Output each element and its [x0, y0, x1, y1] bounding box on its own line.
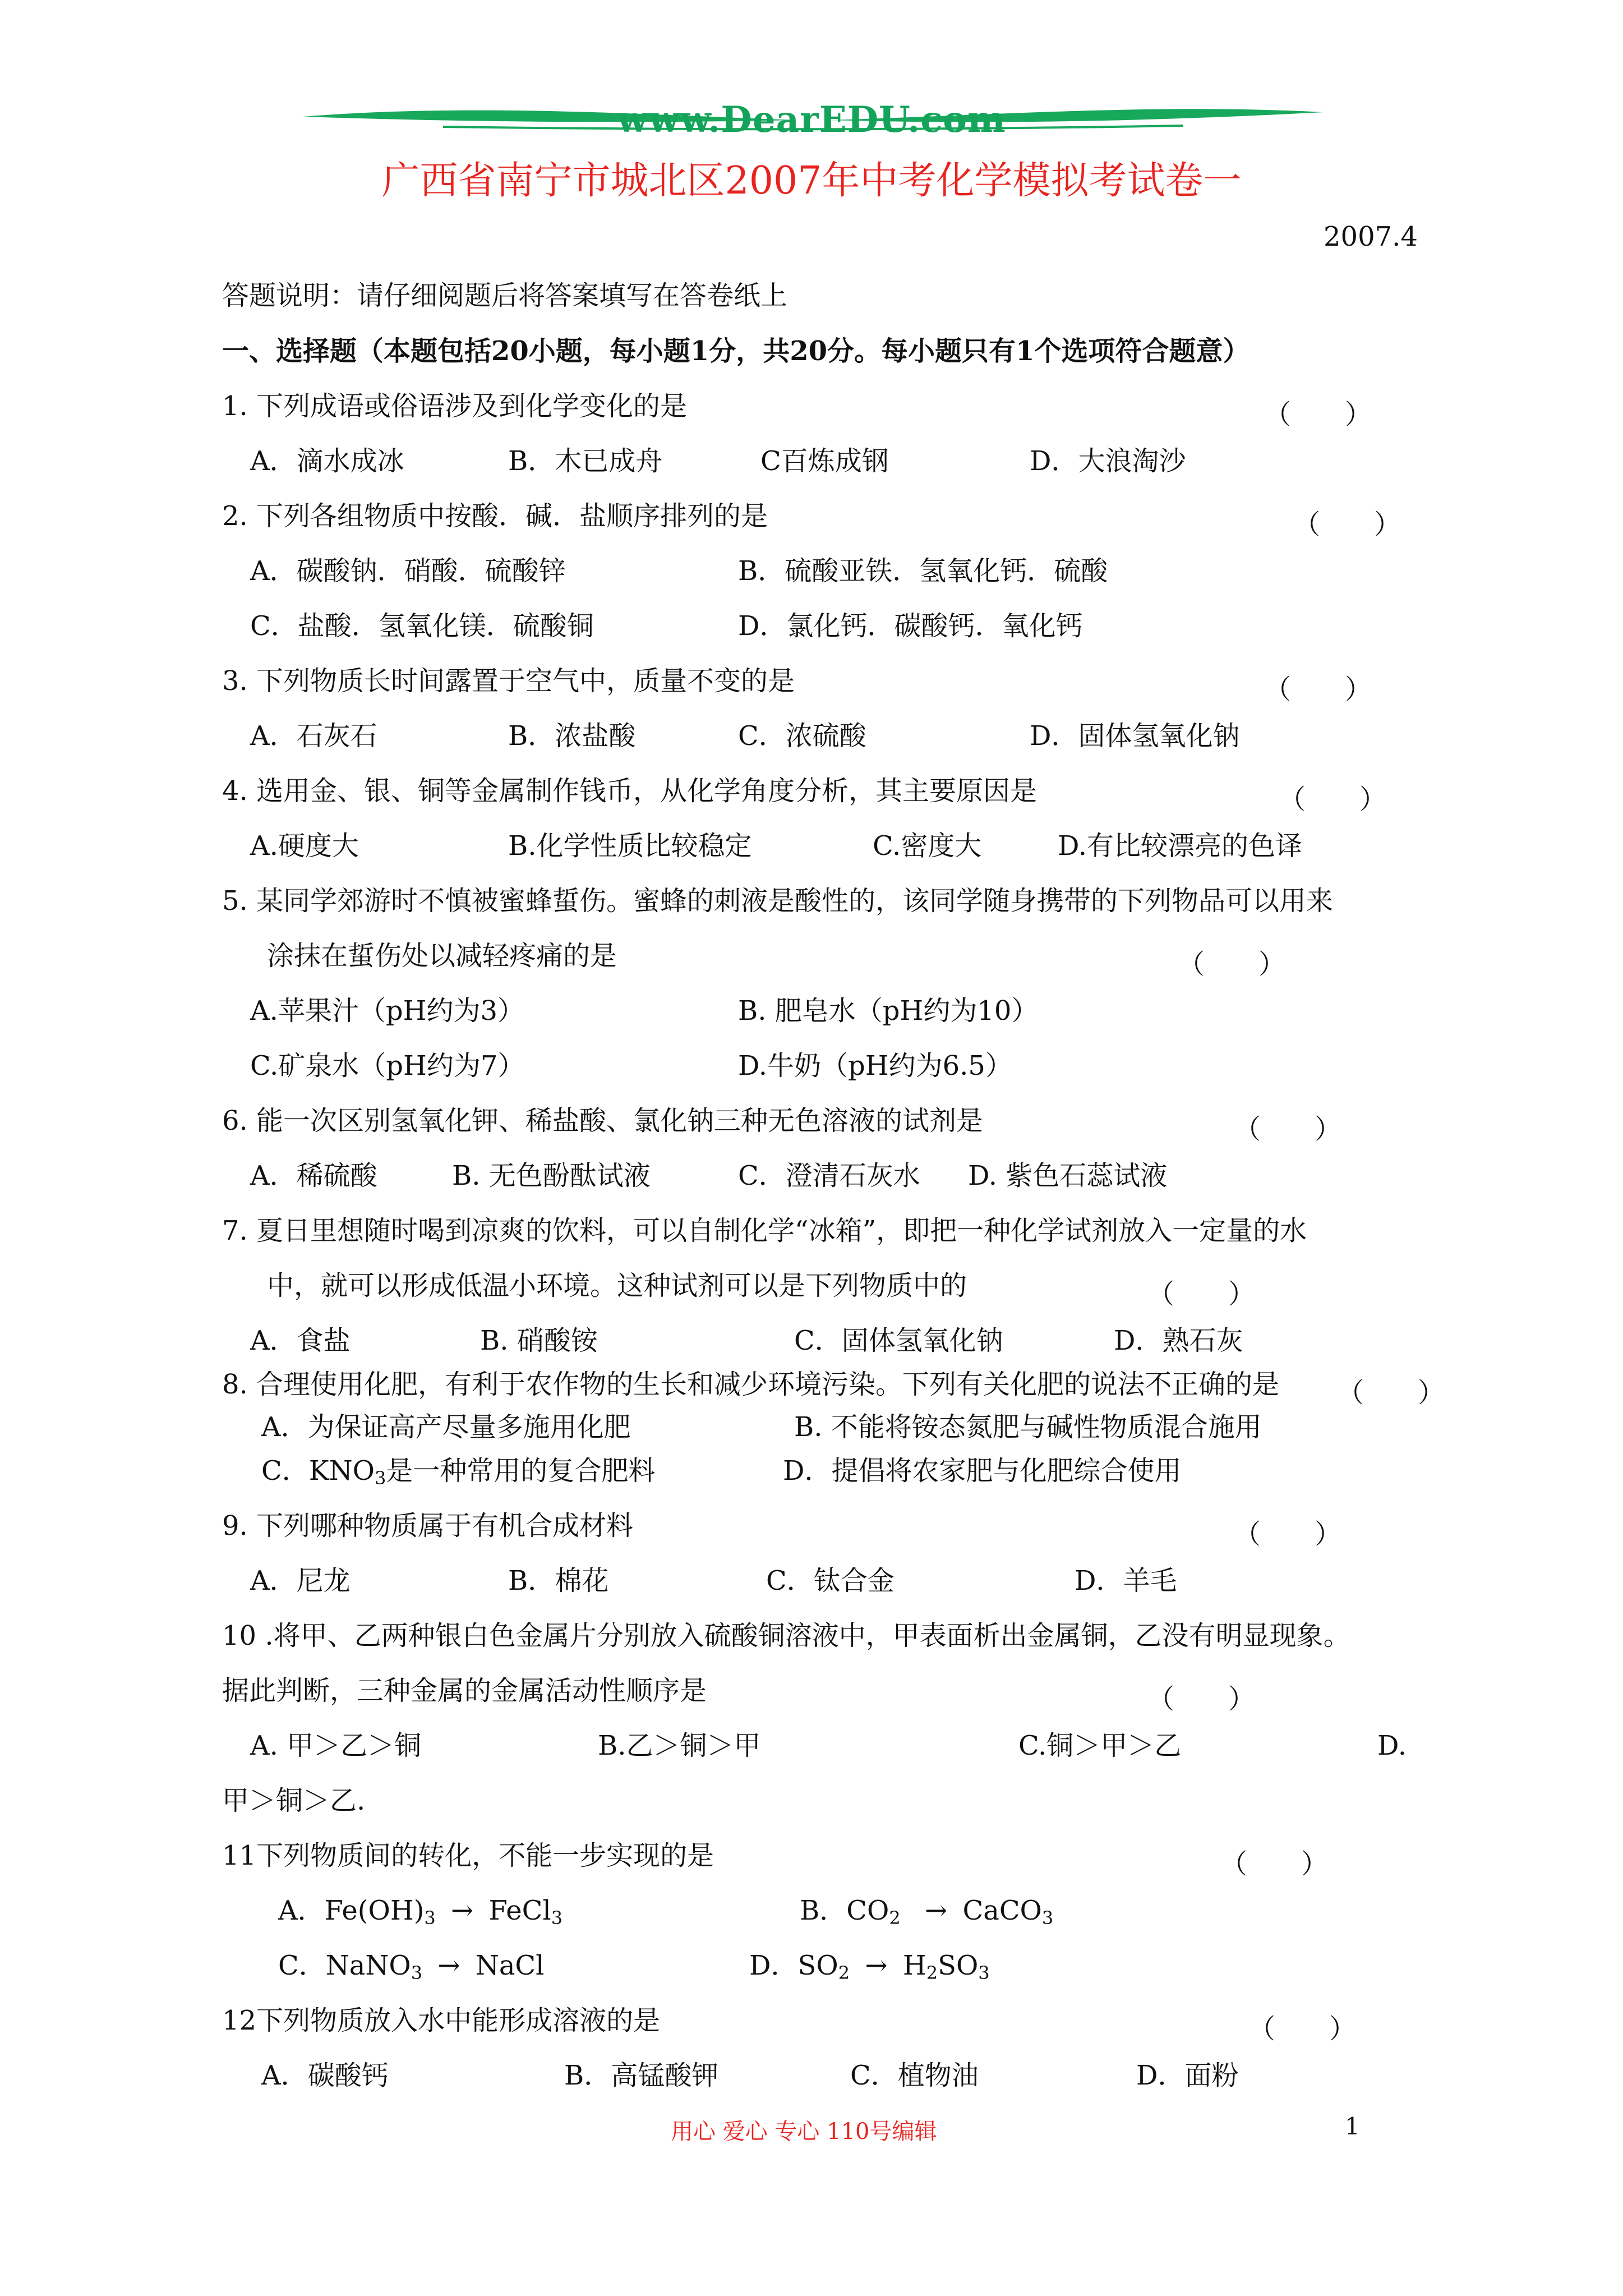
q6-option-a: A．稀硫酸	[250, 1160, 377, 1191]
q10-option-d-text: 甲＞铜＞乙.	[222, 1785, 366, 1816]
q6-option-c: C．澄清石灰水	[738, 1160, 920, 1191]
q11-a-reactant-sub: 3	[424, 1907, 436, 1929]
q11-d-product-so: SO	[938, 1950, 979, 1981]
q9-option-c: C．钛合金	[766, 1565, 895, 1596]
q7-option-b: B. 硝酸铵	[480, 1325, 598, 1356]
q11-c-label: C．	[278, 1950, 326, 1981]
q11-d-product-h: H	[902, 1950, 926, 1981]
q11-a-label: A．	[278, 1895, 325, 1926]
arrow-icon: →	[437, 1950, 460, 1981]
q11-d-product-so-sub: 3	[978, 1962, 990, 1984]
q5-option-b: B. 肥皂水（pH约为10）	[738, 995, 1039, 1027]
q6-option-b: B. 无色酚酞试液	[452, 1160, 651, 1191]
question-4-stem: 4. 选用金、银、铜等金属制作钱币，从化学角度分析，其主要原因是	[222, 775, 1038, 807]
answer-bracket: （ ）	[1220, 1848, 1329, 1880]
q4-option-b: B.化学性质比较稳定	[508, 830, 752, 862]
q10-option-a: A. 甲＞乙＞铜	[250, 1730, 422, 1761]
answer-bracket: （ ）	[1178, 949, 1286, 980]
question-12-stem: 12下列物质放入水中能形成溶液的是	[222, 2005, 661, 2036]
arrow-icon: →	[865, 1950, 888, 1981]
q7-option-a: A．食盐	[250, 1325, 351, 1356]
answer-bracket: （ ）	[1337, 1377, 1445, 1409]
q11-c-reactant: NaNO	[325, 1950, 411, 1981]
q3-option-d: D．固体氢氧化钠	[1030, 720, 1240, 752]
answer-bracket: （ ）	[1248, 2013, 1357, 2045]
question-9-stem: 9. 下列哪种物质属于有机合成材料	[222, 1510, 634, 1542]
q8-option-a: A．为保证高产尽量多施用化肥	[261, 1411, 631, 1443]
answer-bracket: （ ）	[1264, 399, 1372, 430]
q7-option-c: C．固体氢氧化钠	[794, 1325, 1003, 1356]
q8-option-d: D．提倡将农家肥与化肥综合使用	[783, 1455, 1182, 1487]
question-8-stem: 8. 合理使用化肥，有利于农作物的生长和减少环境污染。下列有关化肥的说法不正确的是	[222, 1369, 1280, 1400]
q3-option-b: B．浓盐酸	[508, 720, 636, 752]
q3-option-c: C．浓硫酸	[738, 720, 866, 752]
q11-a-reactant: Fe(OH)	[324, 1895, 425, 1926]
q5-option-c: C.矿泉水（pH约为7）	[250, 1050, 525, 1082]
q11-c-product: NaCl	[475, 1950, 545, 1981]
q9-option-d: D．羊毛	[1075, 1565, 1177, 1596]
exam-date: 2007.4	[1324, 221, 1418, 252]
q4-option-a: A.硬度大	[250, 830, 359, 862]
q11-option-b	[800, 1895, 1054, 1929]
q11-option-c	[278, 1950, 545, 1984]
q4-option-c: C.密度大	[873, 830, 982, 862]
q6-option-d: D. 紫色石蕊试液	[968, 1160, 1168, 1191]
question-3-stem: 3. 下列物质长时间露置于空气中，质量不变的是	[222, 665, 795, 697]
answer-bracket: （ ）	[1234, 1519, 1342, 1550]
q11-d-product-h-sub: 2	[926, 1962, 938, 1984]
question-5-stem-line2: 涂抹在蜇伤处以减轻疼痛的是	[267, 940, 617, 972]
q8-option-c	[261, 1455, 656, 1489]
q10-option-c: C.铜＞甲＞乙	[1018, 1730, 1182, 1761]
q1-option-b: B．木已成舟	[508, 445, 663, 477]
q2-option-b: B．硫酸亚铁．氢氧化钙．硫酸	[738, 555, 1108, 587]
q11-b-reactant-sub: 2	[889, 1907, 901, 1929]
q11-option-d	[749, 1950, 990, 1984]
q11-b-product-sub: 3	[1041, 1907, 1054, 1929]
q2-option-c: C．盐酸．氢氧化镁．硫酸铜	[250, 610, 594, 642]
question-11-stem: 11下列物质间的转化，不能一步实现的是	[222, 1840, 714, 1871]
question-7-stem-line2: 中，就可以形成低温小环境。这种试剂可以是下列物质中的	[267, 1270, 967, 1301]
q11-a-product: FeCl	[488, 1895, 551, 1926]
q11-d-label: D．	[749, 1950, 798, 1981]
q11-d-reactant-sub: 2	[838, 1962, 850, 1984]
q8-option-c-sub: 3	[374, 1467, 386, 1489]
q10-option-d-label: D.	[1377, 1730, 1407, 1761]
question-10-stem-line1: 10 .将甲、乙两种银白色金属片分别放入硫酸铜溶液中，甲表面析出金属铜，乙没有明显现象。	[222, 1620, 1350, 1651]
answer-bracket: （ ）	[1264, 674, 1372, 705]
arrow-icon: →	[924, 1895, 948, 1926]
q12-option-d: D．面粉	[1136, 2060, 1239, 2091]
q3-option-a: A．石灰石	[250, 720, 377, 752]
site-logo-text: www.DearEDU.com	[617, 99, 1006, 141]
q11-b-label: B．	[800, 1895, 847, 1926]
arrow-icon: →	[451, 1895, 474, 1926]
answer-bracket: （ ）	[1293, 509, 1401, 540]
answer-bracket: （ ）	[1279, 784, 1387, 815]
q10-option-b: B.乙＞铜＞甲	[598, 1730, 761, 1761]
q9-option-b: B．棉花	[508, 1565, 609, 1596]
q7-option-d: D．熟石灰	[1114, 1325, 1243, 1356]
q4-option-d: D.有比较漂亮的色译	[1058, 830, 1303, 862]
q5-option-d: D.牛奶（pH约为6.5）	[738, 1050, 1012, 1082]
instructions: 答题说明：请仔细阅题后将答案填写在答卷纸上	[222, 280, 788, 311]
q12-option-c: C．植物油	[850, 2060, 979, 2091]
q12-option-b: B．高锰酸钾	[564, 2060, 719, 2091]
q8-option-b: B. 不能将铵态氮肥与碱性物质混合施用	[794, 1411, 1262, 1443]
q9-option-a: A．尼龙	[250, 1565, 351, 1596]
answer-bracket: （ ）	[1147, 1683, 1256, 1715]
q11-d-reactant: SO	[797, 1950, 838, 1981]
q11-a-product-sub: 3	[551, 1907, 563, 1929]
question-10-stem-line2: 据此判断，三种金属的金属活动性顺序是	[222, 1675, 707, 1706]
q1-option-c: C百炼成钢	[760, 445, 889, 477]
question-7-stem-line1: 7. 夏日里想随时喝到凉爽的饮料，可以自制化学“冰箱”，即把一种化学试剂放入一定量的水	[222, 1215, 1307, 1246]
page-number: 1	[1345, 2113, 1360, 2140]
footer-editor-note: 用心 爱心 专心 110号编辑	[671, 2119, 937, 2145]
section-heading: 一、选择题（本题包括20小题，每小题1分，共20分。每小题只有1个选项符合题意）	[222, 335, 1250, 367]
exam-title: 广西省南宁市城北区2007年中考化学模拟考试卷一	[381, 159, 1242, 203]
question-5-stem-line1: 5. 某同学郊游时不慎被蜜蜂蜇伤。蜜蜂的刺液是酸性的，该同学随身携带的下列物品可以用来	[222, 885, 1334, 917]
answer-bracket: （ ）	[1147, 1278, 1256, 1310]
q8-option-c-pre: C．KNO	[261, 1455, 375, 1487]
q11-b-reactant: CO	[846, 1895, 889, 1926]
q11-option-a	[278, 1895, 563, 1929]
question-1-stem: 1. 下列成语或俗语涉及到化学变化的是	[222, 390, 688, 422]
q12-option-a: A．碳酸钙	[261, 2060, 389, 2091]
q5-option-a: A.苹果汁（pH约为3）	[250, 995, 525, 1027]
q11-b-product: CaCO	[962, 1895, 1042, 1926]
q1-option-a: A．滴水成冰	[250, 445, 404, 477]
question-2-stem: 2. 下列各组物质中按酸．碱．盐顺序排列的是	[222, 500, 768, 532]
q11-c-reactant-sub: 3	[411, 1962, 423, 1984]
question-6-stem: 6. 能一次区别氢氧化钾、稀盐酸、氯化钠三种无色溶液的试剂是	[222, 1105, 984, 1137]
q2-option-a: A．碳酸钠．硝酸．硫酸锌	[250, 555, 566, 587]
answer-bracket: （ ）	[1234, 1114, 1342, 1145]
q8-option-c-post: 是一种常用的复合肥料	[386, 1455, 656, 1487]
q1-option-d: D．大浪淘沙	[1030, 445, 1186, 477]
q2-option-d: D．氯化钙．碳酸钙．氧化钙	[738, 610, 1083, 642]
